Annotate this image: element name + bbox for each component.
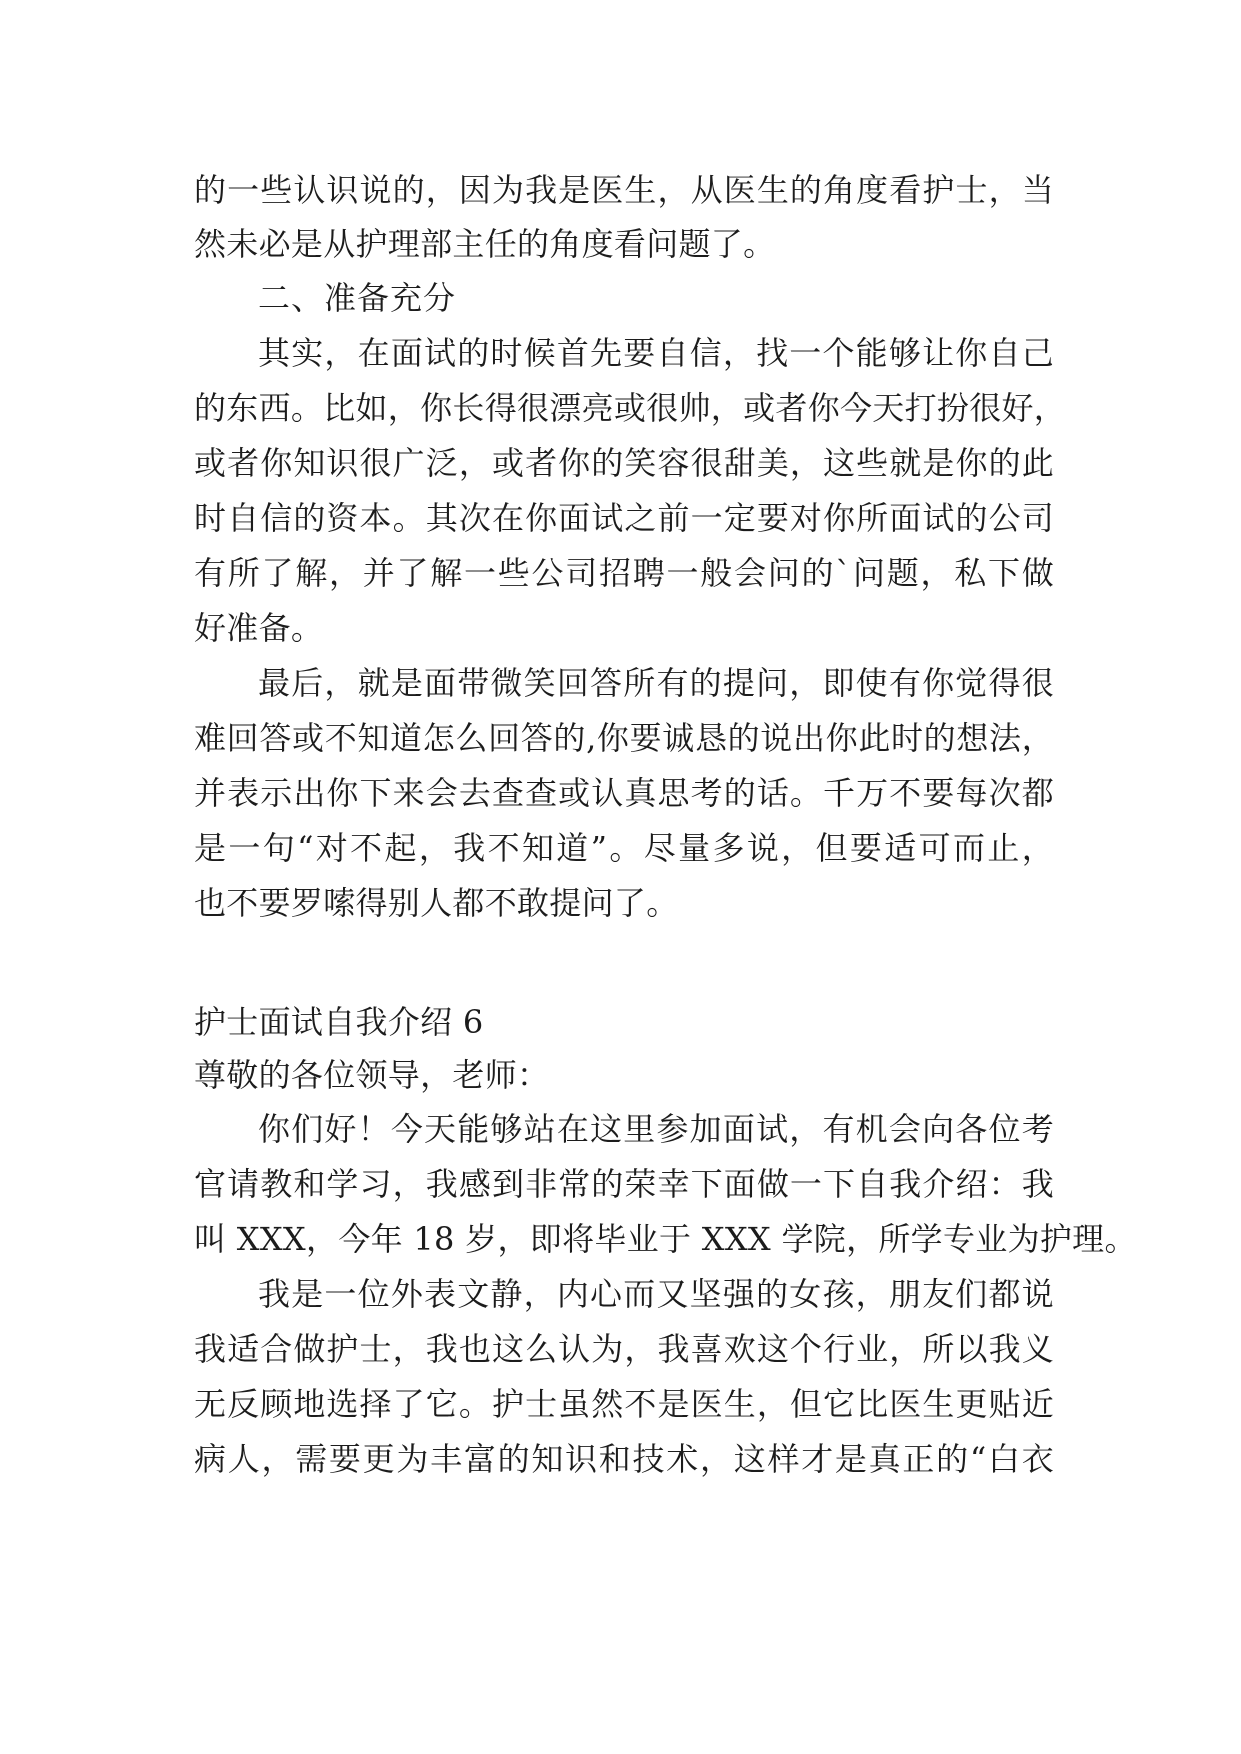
text-line: 是一句“对不起，我不知道”。尽量多说，但要适可而止， [194, 829, 1054, 867]
text-line: 无反顾地选择了它。护士虽然不是医生，但它比医生更贴近 [194, 1385, 1054, 1423]
section-heading: 二、准备充分 [258, 279, 457, 317]
text-line: 的东西。比如，你长得很漂亮或很帅，或者你今天打扮很好， [194, 389, 1067, 427]
text-line: 好准备。 [194, 609, 324, 647]
text-line: 最后，就是面带微笑回答所有的提问，即使有你觉得很 [258, 664, 1054, 702]
text-line: 或者你知识很广泛，或者你的笑容很甜美，这些就是你的此 [194, 444, 1054, 482]
text-line: 我适合做护士，我也这么认为，我喜欢这个行业，所以我义 [194, 1330, 1054, 1368]
text-line: 官请教和学习，我感到非常的荣幸下面做一下自我介绍：我 [194, 1165, 1054, 1203]
text-line: 你们好！今天能够站在这里参加面试，有机会向各位考 [258, 1110, 1054, 1148]
text-line: 叫 XXX，今年 18 岁，即将毕业于 XXX 学院，所学专业为护理。 [194, 1220, 1137, 1258]
text-line: 其实，在面试的时候首先要自信，找一个能够让你自己 [258, 334, 1054, 372]
article-title: 护士面试自我介绍 6 [194, 1003, 484, 1041]
text-line: 我是一位外表文静，内心而又坚强的女孩，朋友们都说 [258, 1275, 1054, 1313]
text-line: 也不要罗嗦得别人都不敢提问了。 [194, 884, 679, 922]
text-line: 病人，需要更为丰富的知识和技术，这样才是真正的“白衣 [194, 1440, 1054, 1478]
text-line: 难回答或不知道怎么回答的,你要诚恳的说出你此时的想法， [194, 719, 1054, 757]
salutation: 尊敬的各位领导，老师： [194, 1056, 550, 1094]
text-line: 有所了解，并了解一些公司招聘一般会问的`问题，私下做 [194, 554, 1054, 592]
text-line: 然未必是从护理部主任的角度看问题了。 [194, 225, 776, 263]
text-line: 的一些认识说的，因为我是医生，从医生的角度看护士，当 [194, 171, 1054, 209]
text-line: 时自信的资本。其次在你面试之前一定要对你所面试的公司 [194, 499, 1054, 537]
text-line: 并表示出你下来会去查查或认真思考的话。千万不要每次都 [194, 774, 1054, 812]
